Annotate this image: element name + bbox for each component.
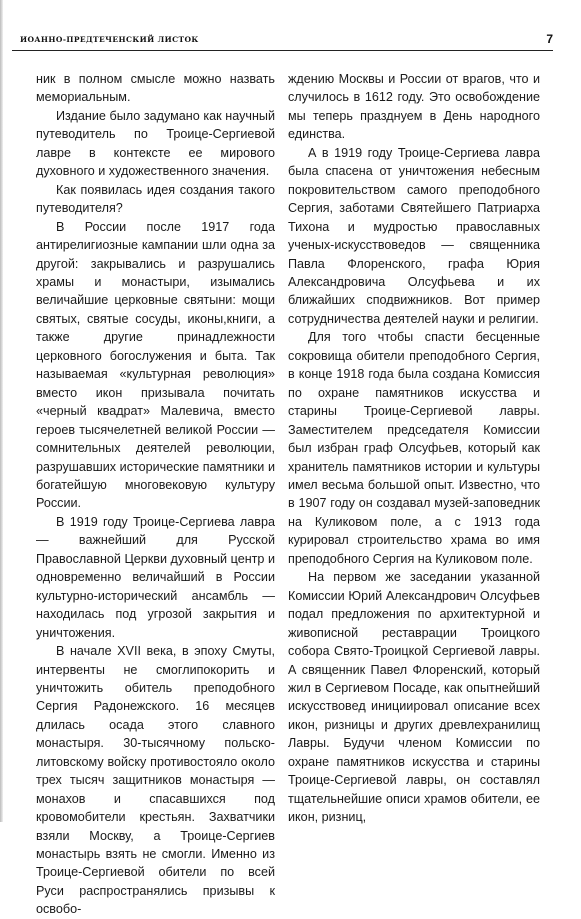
paragraph: Как появилась идея создания такого путеводителя? xyxy=(36,182,275,216)
paragraph: ник в полном смысле можно назвать мемориальным. xyxy=(36,72,275,105)
paragraph: Для того чтобы спасти бесценные сокровища обители преподобного Сергия, в конце 1918 года была создана Комиссия по охране памятников искусства и старины Троице-Сергиевой лавры. Заместителем председателя Комиссии был избран граф Олсуфьев, который как хранитель памятников истории и культуры имел весьма большой опыт. Известно, что в 1907 году он создавал музей-заповедник на Куликовом поле, а с 1913 года курировал строительство храма во имя преподобного Сергия на Куликовом поле. xyxy=(288,330,540,566)
paragraph: На первом же заседании указанной Комиссии Юрий Александрович Олсуфьев подал предложения по архитектурной и живописной реставрации Троицкого собора Свято-Троицкой Сергиевой лавры. А священник Павел Флоренский, который жил в Сергиевом Посаде, как опытнейший искусствовед инициировал описание всех икон, ризницы и других древлехранилищ Лавры. Будучи членом Комиссии по охране памятников искусства и старины Троице-Сергиевой лавры, он составлял тщательнейшие описи храмов обители, ее икон, ризниц, xyxy=(288,570,540,825)
paragraph: В 1919 году Троице-Сергиева лавра — важнейший для Русской Православной Церкви духовный центр и одновременно величайший в России культурно-исторический ансамбль — находилась под угрозой закрытия и уничтожения. xyxy=(36,514,275,640)
page-header xyxy=(12,28,553,51)
newsletter-title: ИОАННО-ПРЕДТЕЧЕНСКИЙ ЛИСТОК xyxy=(20,35,199,44)
left-column xyxy=(36,70,275,919)
paragraph: В России после 1917 года антирелигиозные кампании шли одна за другой: закрывались и разрушались храмы и монастыри, изымались величайшие церковные святыни: мощи святых, святые сосуды, иконы,книги, а также другие принадлежности церковного богослужения и быта. Так называемая «культурная революция» вместо икон призывала почитать «черный квадрат» Малевича, вместо героев тысячелетней великой России — сомнительных деятелей революции, разрушавших исторические памятники и богатейшую многовековую культуру России. xyxy=(36,219,275,511)
paragraph: Издание было задумано как научный путеводитель по Троице-Сергиевой лавре в контексте ее мирового духовного и художественного значения. xyxy=(36,108,275,179)
right-column xyxy=(288,70,540,827)
page-number: 7 xyxy=(546,32,553,46)
paragraph: В начале XVII века, в эпоху Смуты, интервенты не смоглипокорить и уничтожить обитель преподобного Сергия Радонежского. 16 месяцев длилась осада этого славного монастыря. 30-тысячному польско-литовскому войску противостояло около трех тысяч защитников монастыря — монахов и спасавшихся под кровомобители крестьян. Захватчики взяли Москву, а Троице-Сергиев монастырь взять не смогли. Именно из Троице-Сергиевой обители по всей Руси распространялись призывы к освобо- xyxy=(36,644,275,917)
page-edge xyxy=(0,0,3,822)
paragraph: ждению Москвы и России от врагов, что и случилось в 1612 году. Это освобождение мы теперь празднуем в День народного единства. xyxy=(288,72,540,142)
paragraph: А в 1919 году Троице-Сергиева лавра была спасена от уничтожения небесным покровительством самого преподобного Сергия, заботами Святейшего Патриарха Тихона и мудростью православных ученых-искусствоведов — священника Павла Флоренского, графа Юрия Александровича Олсуфьева и их ближайших сподвижников. Вот пример сотрудничества деятелей науки и религии. xyxy=(288,145,540,326)
